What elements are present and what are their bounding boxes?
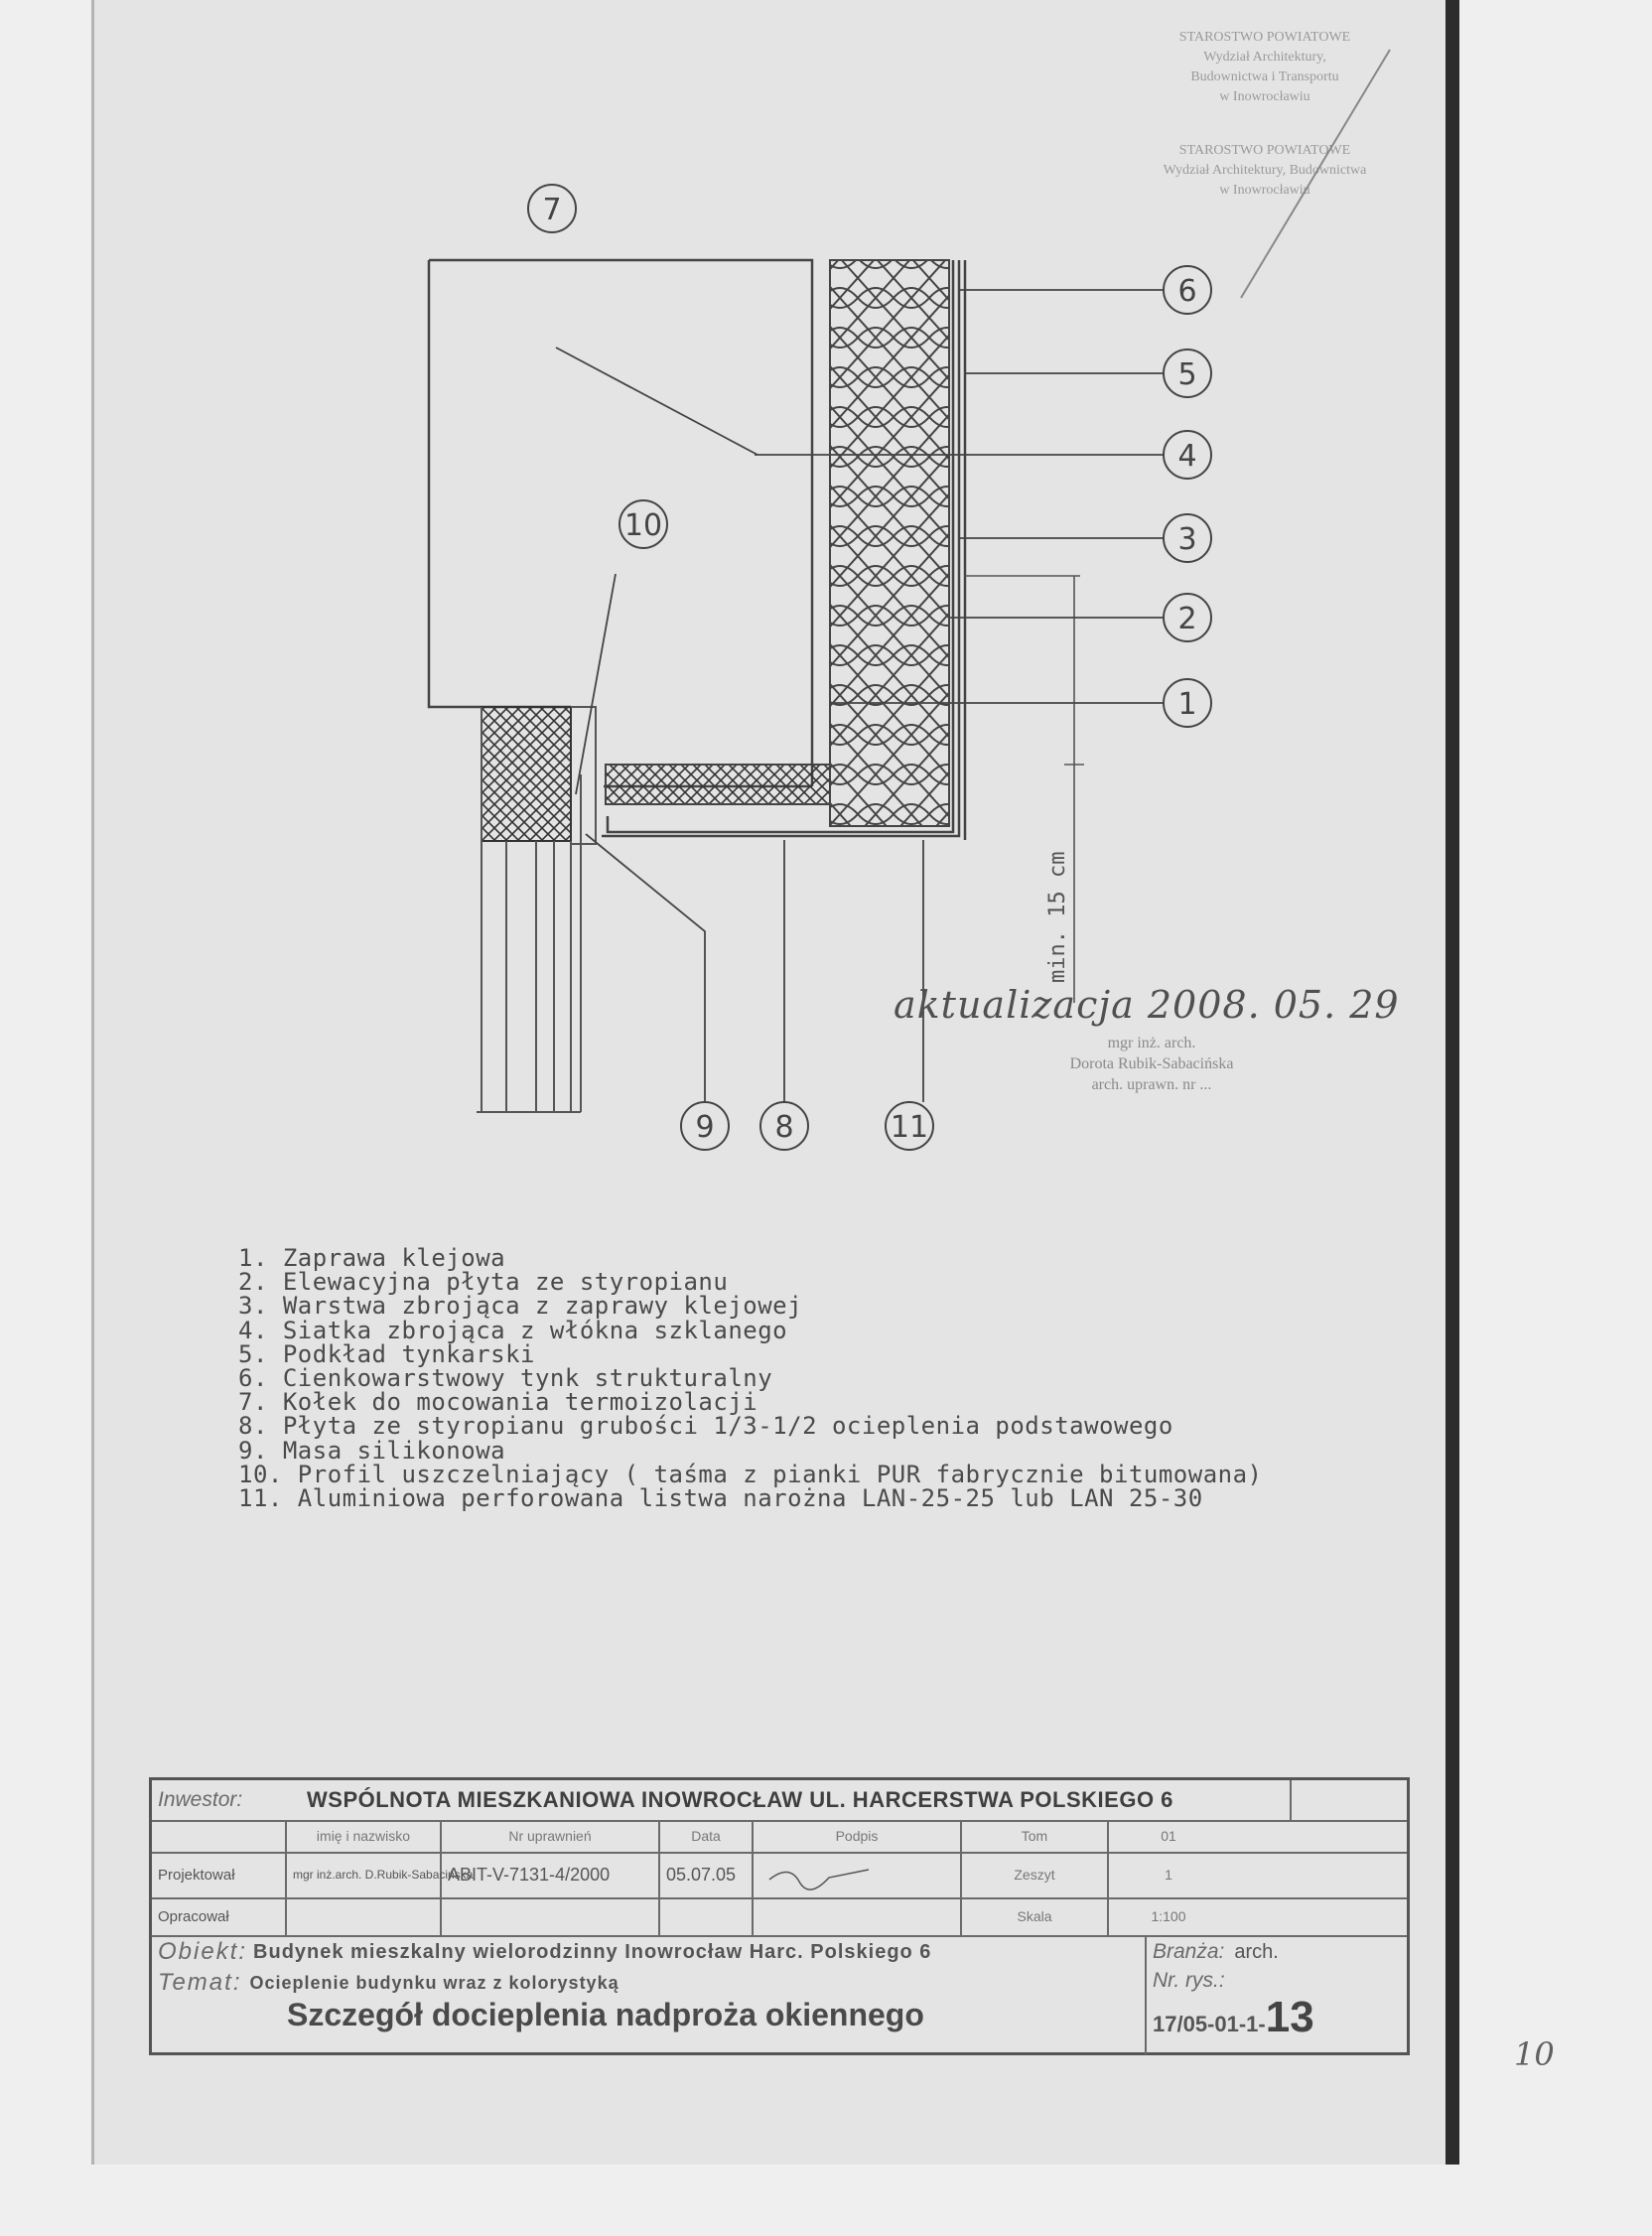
legend-item: 7. Kołek do mocowania termoizolacji bbox=[238, 1388, 758, 1417]
callout-1-label: 1 bbox=[1177, 687, 1197, 722]
zeszyt-label: Zeszyt bbox=[1014, 1867, 1055, 1883]
callout-1 bbox=[1164, 679, 1211, 727]
subject-text: Ocieplenie budynku wraz z kolorystyką bbox=[249, 1972, 620, 1993]
reveal-insulation bbox=[606, 765, 830, 804]
legend-item: 11. Aluminiowa perforowana listwa narożna LAN-25-25 lub LAN 25-30 bbox=[238, 1484, 1203, 1513]
zeszyt-value: 1 bbox=[1165, 1867, 1172, 1883]
branza-label: Branża: bbox=[1153, 1940, 1225, 1963]
callout-11-label: 11 bbox=[890, 1110, 929, 1145]
title-block bbox=[149, 1777, 1410, 2055]
page-marker: 10 bbox=[1514, 2035, 1555, 2073]
callout-2-label: 2 bbox=[1177, 602, 1197, 636]
callout-3 bbox=[1164, 514, 1211, 562]
drawing-no-prefix: 17/05-01-1- bbox=[1153, 2012, 1266, 2036]
callout-3-label: 3 bbox=[1177, 522, 1197, 557]
update-sig-line: mgr inż. arch. bbox=[1107, 1035, 1196, 1051]
callout-5-label: 5 bbox=[1177, 357, 1197, 392]
skala-label: Skala bbox=[1017, 1908, 1052, 1924]
lintel-outline bbox=[429, 260, 571, 707]
header-signature: Podpis bbox=[835, 1828, 879, 1844]
signature-scribble bbox=[759, 1860, 879, 1889]
tom-value: 01 bbox=[1161, 1828, 1176, 1844]
stamp-line: STAROSTWO POWIATOWE bbox=[1178, 143, 1351, 158]
callout-8-label: 8 bbox=[774, 1110, 794, 1145]
tom-label: Tom bbox=[1021, 1828, 1048, 1844]
callout-8 bbox=[760, 1102, 808, 1150]
stamp-line: w Inowrocławiu bbox=[1219, 89, 1310, 104]
callout-6 bbox=[1164, 266, 1211, 314]
stamp-signature-stroke bbox=[1241, 50, 1390, 298]
header-license: Nr uprawnień bbox=[508, 1828, 592, 1844]
callout-7-label: 7 bbox=[542, 193, 562, 227]
window-frame-profile bbox=[482, 707, 571, 841]
legend-item: 3. Warstwa zbrojąca z zaprawy klejowej bbox=[238, 1292, 803, 1321]
legend-item: 5. Podkład tynkarski bbox=[238, 1339, 535, 1368]
dimension-label: min. 15 cm bbox=[1045, 851, 1070, 983]
drawing-no-suffix: 13 bbox=[1265, 1993, 1314, 2041]
update-note: aktualizacja 2008. 05. 29 bbox=[894, 983, 1400, 1027]
header-date: Data bbox=[691, 1828, 721, 1844]
callout-10-label: 10 bbox=[623, 508, 663, 543]
callout-11 bbox=[886, 1102, 933, 1150]
object-name: Budynek mieszkalny wielorodzinny Inowrocław Harc. Polskiego 6 bbox=[253, 1940, 932, 1963]
legend-item: 2. Elewacyjna płyta ze styropianu bbox=[238, 1268, 729, 1297]
designed-date: 05.07.05 bbox=[666, 1864, 737, 1885]
stamp-line: Budownictwa i Transportu bbox=[1190, 70, 1339, 84]
callout-9-label: 9 bbox=[695, 1110, 715, 1145]
callout-2 bbox=[1164, 594, 1211, 641]
legend-item: 10. Profil uszczelniający ( taśma z pianki PUR fabrycznie bitumowana) bbox=[238, 1460, 1263, 1488]
legend-item: 6. Cienkowarstwowy tynk strukturalny bbox=[238, 1364, 773, 1393]
stamp-line: STAROSTWO POWIATOWE bbox=[1178, 30, 1351, 45]
header-name: imię i nazwisko bbox=[316, 1828, 411, 1844]
update-sig-line: Dorota Rubik-Sabacińska bbox=[1069, 1055, 1234, 1072]
callout-4-label: 4 bbox=[1177, 439, 1197, 474]
legend-item: 1. Zaprawa klejowa bbox=[238, 1244, 506, 1272]
drawing-no-label: Nr. rys.: bbox=[1153, 1969, 1225, 1992]
legend-item: 4. Siatka zbrojąca z włókna szklanego bbox=[238, 1316, 788, 1344]
callout-5 bbox=[1164, 349, 1211, 397]
callout-7 bbox=[528, 185, 576, 232]
prepared-label: Opracował bbox=[158, 1907, 229, 1925]
callout-10 bbox=[620, 500, 667, 548]
designed-license: ABIT-V-7131-4/2000 bbox=[448, 1864, 611, 1885]
callout-9 bbox=[681, 1102, 729, 1150]
stamp-line: Wydział Architektury, bbox=[1203, 50, 1326, 65]
designed-label: Projektował bbox=[158, 1866, 235, 1884]
object-label: Obiekt: bbox=[158, 1938, 248, 1965]
insulation-board bbox=[830, 260, 949, 826]
drawing-title: Szczegół docieplenia nadproża okiennego bbox=[287, 1997, 924, 2032]
legend-item: 9. Masa silikonowa bbox=[238, 1436, 506, 1465]
callout-4 bbox=[1164, 431, 1211, 479]
update-signature-stamp bbox=[993, 1033, 1310, 1095]
legend-item: 8. Płyta ze styropianu grubości 1/3-1/2 ocieplenia podstawowego bbox=[238, 1412, 1173, 1441]
investor-name: WSPÓLNOTA MIESZKANIOWA INOWROCŁAW UL. HARCERSTWA POLSKIEGO 6 bbox=[307, 1787, 1173, 1812]
stamp-line: w Inowrocławiu bbox=[1219, 183, 1310, 198]
update-sig-line: arch. uprawn. nr ... bbox=[1091, 1076, 1212, 1093]
callout-6-label: 6 bbox=[1177, 274, 1197, 309]
skala-value: 1:100 bbox=[1151, 1908, 1186, 1924]
branza-value: arch. bbox=[1234, 1940, 1279, 1963]
legend-list bbox=[238, 1244, 1330, 1513]
subject-label: Temat: bbox=[158, 1969, 242, 1996]
designed-name: mgr inż.arch. D.Rubik-Sabacińska bbox=[293, 1868, 474, 1882]
stamp-line: Wydział Architektury, Budownictwa bbox=[1163, 163, 1367, 178]
investor-label: Inwestor: bbox=[158, 1788, 243, 1811]
